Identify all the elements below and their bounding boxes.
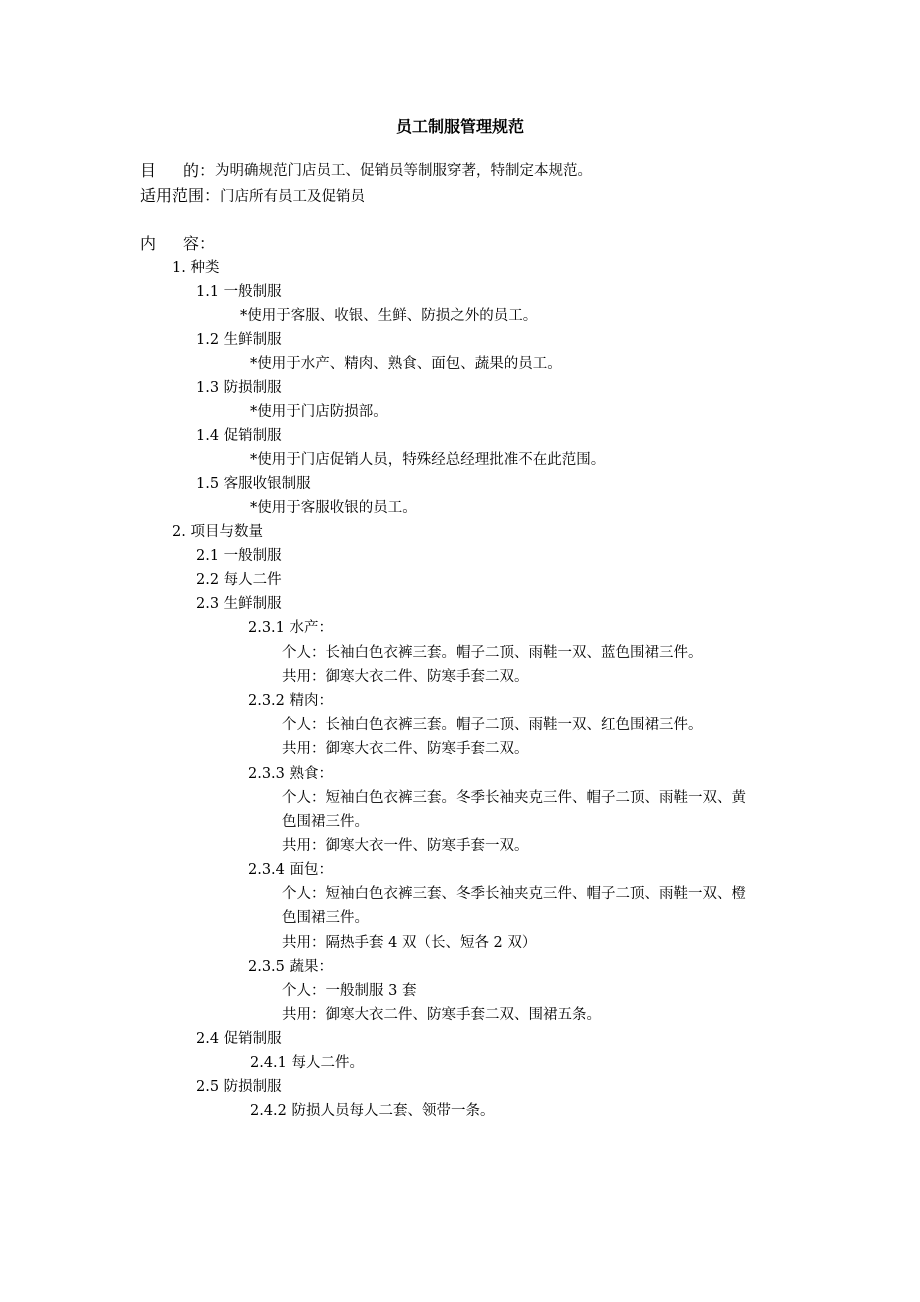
scope-label: 适用范围： [140, 186, 221, 205]
item-2-3-3-personal: 个人：短袖白色衣裤三套。冬季长袖夹克三件、帽子二顶、雨鞋一双、黄 [282, 790, 746, 806]
item-1-4-note: *使用于门店促销人员，特殊经总经理批准不在此范围。 [250, 452, 606, 468]
item-1-5-note: *使用于客服收银的员工。 [250, 500, 417, 516]
item-2-2: 2.2 每人二件 [196, 572, 282, 588]
item-2-4: 2.4 促销制服 [196, 1031, 282, 1047]
item-2-3-1: 2.3.1 水产： [248, 620, 334, 636]
item-2-3-2-personal: 个人：长袖白色衣裤三套。帽子二顶、雨鞋一双、红色围裙三件。 [282, 717, 703, 733]
item-2-3-4-personal: 个人：短袖白色衣裤三套、冬季长袖夹克三件、帽子二顶、雨鞋一双、橙 [282, 886, 746, 902]
item-1-1-note: *使用于客服、收银、生鲜、防损之外的员工。 [240, 308, 538, 324]
scope-row [140, 186, 365, 207]
item-2-3-2: 2.3.2 精肉： [248, 693, 334, 709]
item-1-3: 1.3 防损制服 [196, 380, 282, 396]
item-2-3-5-personal: 个人：一般制服 3 套 [282, 983, 417, 999]
item-2-1: 2.1 一般制服 [196, 548, 282, 564]
item-2-3-5-shared: 共用：御寒大衣二件、防寒手套二双、围裙五条。 [282, 1007, 601, 1023]
item-2-3-4-personal-cont: 色围裙三件。 [282, 910, 369, 926]
item-1-2-note: *使用于水产、精肉、熟食、面包、蔬果的员工。 [250, 356, 562, 372]
section-2-heading: 2. 项目与数量 [172, 524, 263, 540]
item-2-4-1: 2.4.1 每人二件。 [250, 1055, 365, 1071]
item-2-4-2: 2.4.2 防损人员每人二套、领带一条。 [250, 1103, 495, 1119]
item-2-3-4-shared: 共用：隔热手套 4 双（长、短各 2 双） [282, 935, 537, 951]
item-2-3-2-shared: 共用：御寒大衣二件、防寒手套二双。 [282, 741, 529, 757]
item-2-3-3-personal-cont: 色围裙三件。 [282, 814, 369, 830]
item-1-4: 1.4 促销制服 [196, 428, 282, 444]
purpose-text: 为明确规范门店员工、促销员等制服穿著，特制定本规范。 [215, 163, 592, 179]
page-title: 员工制服管理规范 [395, 117, 524, 136]
purpose-label: 目 的： [140, 161, 215, 180]
item-1-5: 1.5 客服收银制服 [196, 476, 311, 492]
item-1-3-note: *使用于门店防损部。 [250, 404, 388, 420]
purpose-row [140, 161, 592, 181]
item-1-1: 1.1 一般制服 [196, 284, 282, 300]
item-2-3-1-shared: 共用：御寒大衣二件、防寒手套二双。 [282, 669, 529, 685]
item-2-3-1-personal: 个人：长袖白色衣裤三套。帽子二顶、雨鞋一双、蓝色围裙三件。 [282, 645, 703, 661]
item-2-3: 2.3 生鲜制服 [196, 596, 282, 612]
item-2-3-3-shared: 共用：御寒大衣一件、防寒手套一双。 [282, 838, 529, 854]
content-heading: 内 容： [140, 234, 215, 253]
item-2-3-4: 2.3.4 面包： [248, 862, 334, 878]
item-2-5: 2.5 防损制服 [196, 1079, 282, 1095]
scope-text: 门店所有员工及促销员 [220, 189, 366, 205]
section-1-heading: 1. 种类 [172, 260, 220, 276]
item-1-2: 1.2 生鲜制服 [196, 332, 282, 348]
item-2-3-5: 2.3.5 蔬果： [248, 959, 334, 975]
item-2-3-3: 2.3.3 熟食： [248, 766, 334, 782]
